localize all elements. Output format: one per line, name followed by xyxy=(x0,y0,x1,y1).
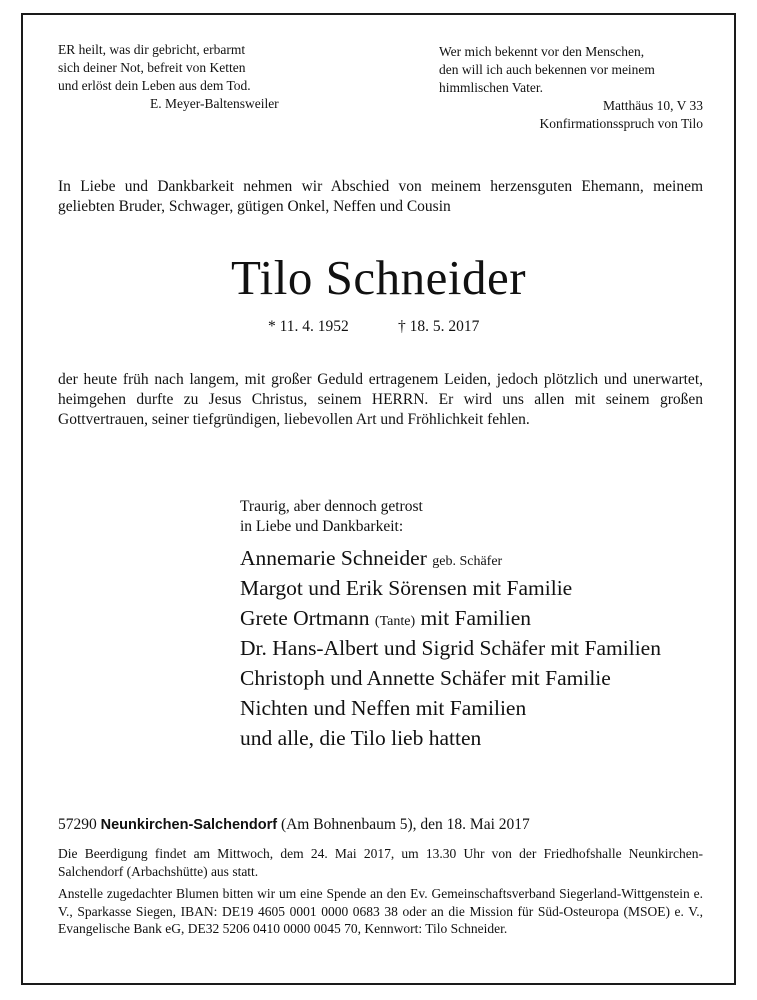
mourner-note: (Tante) xyxy=(374,614,416,629)
zip-code: 57290 xyxy=(58,816,97,833)
donation-notice: Anstelle zugedachter Blumen bitten wir um eine Spende an den Ev. Gemeinschaftsverband Siegerland-Wittgenstein e. V., Sparkasse Siegen, IBAN: DE19 4605 0001 0000 0683 38 oder an die Mission für Süd-Osteuropa (MSOE) e. V., Evangelische Bank eG, DE32 5206 0410 0000 0045 70, Kennwort: Tilo Schneider. xyxy=(58,886,703,936)
place-date-line xyxy=(58,815,530,835)
mourner-rest: mit Familien xyxy=(420,606,531,630)
verse-left-author: E. Meyer-Baltensweiler xyxy=(150,96,279,111)
verse-left-line: sich deiner Not, befreit von Ketten xyxy=(58,60,246,75)
verse-left xyxy=(58,41,279,113)
mourning-intro-line: in Liebe und Dankbarkeit: xyxy=(240,518,404,535)
mourner-name: und alle, die Tilo lieb hatten xyxy=(240,726,482,750)
mourner-name: Dr. Hans-Albert und Sigrid Schäfer mit Familien xyxy=(240,636,661,660)
address-date: (Am Bohnenbaum 5), den 18. Mai 2017 xyxy=(280,816,530,833)
death-date: † 18. 5. 2017 xyxy=(398,318,480,335)
mourner-row xyxy=(240,543,661,573)
mourner-name: Margot und Erik Sörensen mit Familie xyxy=(240,576,573,600)
deceased-name: Tilo Schneider xyxy=(230,250,527,305)
verse-left-line: und erlöst dein Leben aus dem Tod. xyxy=(58,78,251,93)
mourning-intro-line: Traurig, aber dennoch getrost xyxy=(240,498,423,515)
mourner-name: Christoph und Annette Schäfer mit Familie xyxy=(240,666,611,690)
mourner-note: geb. Schäfer xyxy=(432,554,503,569)
verse-right xyxy=(439,43,703,133)
mourning-intro xyxy=(240,497,423,537)
verse-left-line: ER heilt, was dir gebricht, erbarmt xyxy=(58,42,246,57)
verse-right-note: Konfirmationsspruch von Tilo xyxy=(539,116,703,131)
mourner-row xyxy=(240,633,661,663)
verse-right-line: den will ich auch bekennen vor meinem xyxy=(439,62,655,77)
verse-right-reference: Matthäus 10, V 33 xyxy=(602,98,703,113)
intro-text: In Liebe und Dankbarkeit nehmen wir Abschied von meinem herzensguten Ehemann, meinem geliebten Bruder, Schwager, gütigen Onkel, Neffen und Cousin xyxy=(58,178,703,215)
mourner-name: Annemarie Schneider xyxy=(240,546,427,570)
mourner-name: Nichten und Neffen mit Familien xyxy=(240,696,527,720)
mourner-row xyxy=(240,723,661,753)
mourner-name: Grete Ortmann xyxy=(240,606,370,630)
mourner-row xyxy=(240,693,661,723)
mourner-row xyxy=(240,573,661,603)
verse-right-line: himmlischen Vater. xyxy=(439,80,543,95)
body-text: der heute früh nach langem, mit großer Geduld ertragenem Leiden, jedoch plötzlich und unerwartet, heimgehen durfte zu Jesus Christus, seinem HERRN. Er wird uns allen mit seinem großen Gottvertrauen, seiner tiefgründigen, liebevollen Art und Fröhlichkeit fehlen. xyxy=(58,371,703,428)
town-name: Neunkirchen-Salchendorf xyxy=(100,817,278,833)
mourners-list xyxy=(240,543,661,753)
funeral-notice: Die Beerdigung findet am Mittwoch, dem 24. Mai 2017, um 13.30 Uhr von der Friedhofshalle Neunkirchen-Salchendorf (Arbachshütte) aus statt. xyxy=(58,846,703,879)
birth-date: * 11. 4. 1952 xyxy=(268,318,349,335)
mourner-row xyxy=(240,663,661,693)
verse-right-line: Wer mich bekennt vor den Menschen, xyxy=(439,44,645,59)
mourner-row xyxy=(240,603,661,633)
